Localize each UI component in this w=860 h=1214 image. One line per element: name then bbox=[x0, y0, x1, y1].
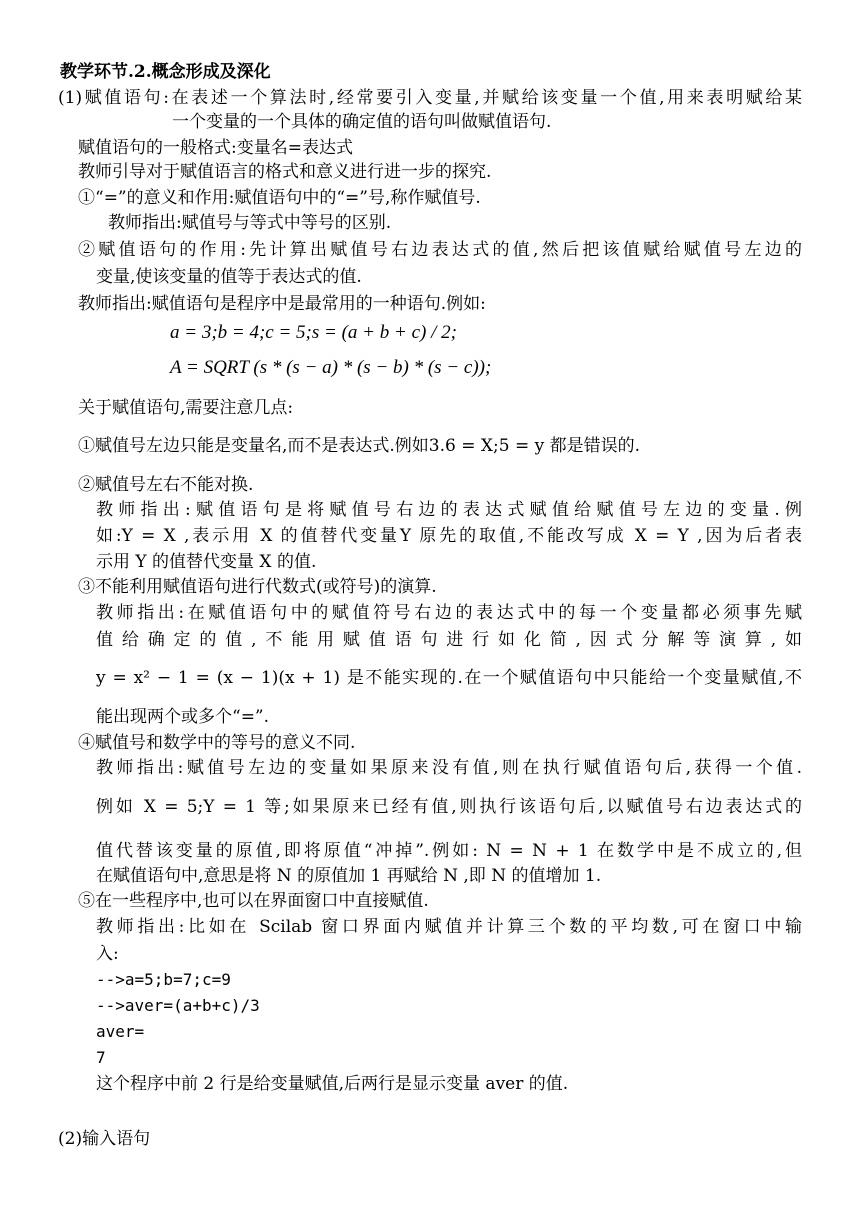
paragraph-line: 如:Y = X ,表示用 X 的值替代变量Y 原先的取值,不能改写成 X = Y ,因为后者表 bbox=[96, 526, 802, 546]
paragraph-line: 教师指出:在赋值语句中的赋值符号右边的表达式中的每一个变量都必须事先赋 bbox=[96, 603, 802, 623]
paragraph-line: (1)赋值语句:在表述一个算法时,经常要引入变量,并赋给该变量一个值,用来表明赋给某 bbox=[58, 88, 802, 108]
code-line: 7 bbox=[96, 1048, 106, 1067]
paragraph-line: 示用 Y 的值替代变量 X 的值. bbox=[96, 552, 317, 572]
paragraph-line: 这个程序中前 2 行是给变量赋值,后两行是显示变量 aver 的值. bbox=[96, 1074, 569, 1094]
paragraph-line: ②赋值号左右不能对换. bbox=[78, 475, 254, 495]
paragraph-line: 入: bbox=[96, 944, 119, 964]
paragraph-line: 赋值语句的一般格式:变量名=表达式 bbox=[78, 138, 353, 158]
paragraph-line: ④赋值号和数学中的等号的意义不同. bbox=[78, 733, 356, 753]
paragraph-line: 在赋值语句中,意思是将 N 的原值加 1 再赋给 N ,即 N 的值增加 1. bbox=[96, 866, 602, 886]
paragraph-line: ②赋值语句的作用:先计算出赋值号右边表达式的值,然后把该值赋给赋值号左边的 bbox=[78, 240, 802, 260]
paragraph-line: ③不能利用赋值语句进行代数式(或符号)的演算. bbox=[78, 577, 437, 597]
paragraph-line: 一个变量的一个具体的确定值的语句叫做赋值语句. bbox=[172, 112, 552, 132]
paragraph-line: 教师引导对于赋值语言的格式和意义进行进一步的探究. bbox=[78, 162, 492, 182]
paragraph-line: 教师指出:赋值号与等式中等号的区别. bbox=[108, 213, 392, 233]
paragraph-line: ①赋值号左边只能是变量名,而不是表达式.例如3.6 = X;5 = y 都是错误的. bbox=[78, 436, 641, 456]
title: 教学环节.2.概念形成及深化 bbox=[60, 62, 271, 82]
paragraph-line: ①“=”的意义和作用:赋值语句中的“=”号,称作赋值号. bbox=[78, 188, 481, 208]
paragraph-line: ⑤在一些程序中,也可以在界面窗口中直接赋值. bbox=[78, 891, 429, 911]
paragraph-line: 能出现两个或多个“=”. bbox=[96, 707, 270, 727]
paragraph-line: 值代替该变量的原值,即将原值“冲掉”.例如: N = N + 1 在数学中是不成立的,但 bbox=[96, 841, 802, 861]
paragraph-line: 例如 X = 5;Y = 1 等;如果原来已经有值,则执行该语句后,以赋值号右边表达式的 bbox=[96, 797, 802, 817]
code-line: -->a=5;b=7;c=9 bbox=[96, 970, 231, 989]
paragraph-line: 变量,使该变量的值等于表达式的值. bbox=[96, 267, 362, 287]
paragraph-line: 值给确定的值,不能用赋值语句进行如化简,因式分解等演算,如 bbox=[96, 630, 802, 650]
paragraph-line: 关于赋值语句,需要注意几点: bbox=[78, 398, 294, 418]
paragraph-line: y = x² − 1 = (x − 1)(x + 1) 是不能实现的.在一个赋值语句中只能给一个变量赋值,不 bbox=[96, 668, 802, 688]
code-line: aver= bbox=[96, 1022, 145, 1041]
paragraph-line: 教师指出:比如在 Scilab 窗口界面内赋值并计算三个数的平均数,可在窗口中输 bbox=[96, 917, 802, 937]
code-line: -->aver=(a+b+c)/3 bbox=[96, 996, 260, 1015]
formula: A = SQRT (s * (s − a) * (s − b) * (s − c)); bbox=[170, 357, 492, 378]
paragraph-line: 教师指出:赋值语句是将赋值号右边的表达式赋值给赋值号左边的变量.例 bbox=[96, 500, 802, 520]
paragraph-line: 教师指出:赋值语句是程序中是最常用的一种语句.例如: bbox=[78, 294, 486, 314]
section-heading: (2)输入语句 bbox=[58, 1129, 151, 1149]
formula: a = 3;b = 4;c = 5;s = (a + b + c) / 2; bbox=[170, 322, 457, 343]
paragraph-line: 教师指出:赋值号左边的变量如果原来没有值,则在执行赋值语句后,获得一个值. bbox=[96, 758, 802, 778]
